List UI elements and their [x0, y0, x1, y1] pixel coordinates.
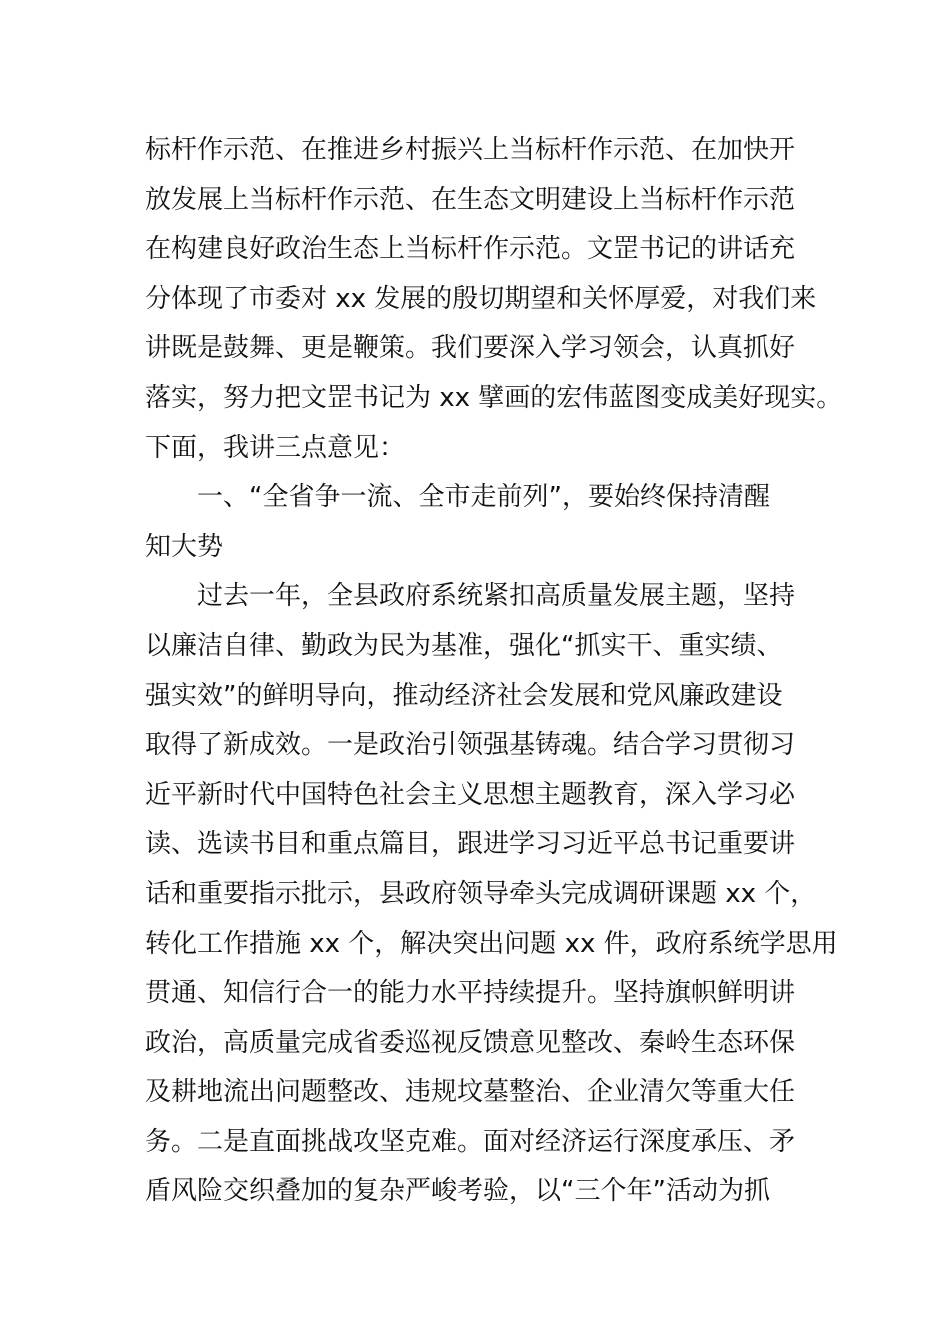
- text-line: 强实效”的鲜明导向，推动经济社会发展和党风廉政建设: [145, 680, 783, 711]
- section-heading-line: 一、“全省争一流、全市走前列”，要始终保持清醒: [197, 482, 770, 513]
- text-line: 务。二是直面挑战攻坚克难。面对经济运行深度承压、矛: [145, 1126, 796, 1157]
- text-line: 下面，我讲三点意见：: [145, 432, 406, 463]
- text-line: 标杆作示范、在推进乡村振兴上当标杆作示范、在加快开: [145, 135, 796, 165]
- text-line: 转化工作措施 xx 个，解决突出问题 xx 件，政府系统学思用: [145, 928, 838, 959]
- text-line: 过去一年，全县政府系统紧扣高质量发展主题，坚持: [197, 581, 796, 612]
- text-line: 落实，努力把文罡书记为 xx 擘画的宏伟蓝图变成美好现实。: [145, 382, 843, 413]
- text-line: 在构建良好政治生态上当标杆作示范。文罡书记的讲话充: [145, 234, 796, 265]
- text-line: 分体现了市委对 xx 发展的殷切期望和关怀厚爱，对我们来: [145, 283, 817, 314]
- text-line: 读、选读书目和重点篇目，跟进学习习近平总书记重要讲: [145, 829, 796, 860]
- text-line: 以廉洁自律、勤政为民为基准，强化“抓实干、重实绩、: [145, 630, 783, 661]
- text-line: 放发展上当标杆作示范、在生态文明建设上当标杆作示范: [145, 184, 796, 215]
- text-line: 及耕地流出问题整改、违规坟墓整治、企业清欠等重大任: [145, 1077, 796, 1108]
- text-line: 盾风险交织叠加的复杂严峻考验，以“三个年”活动为抓: [145, 1176, 770, 1207]
- text-line: 取得了新成效。一是政治引领强基铸魂。结合学习贯彻习: [145, 730, 796, 761]
- section-heading-line: 知大势: [145, 531, 224, 562]
- text-line: 讲既是鼓舞、更是鞭策。我们要深入学习领会，认真抓好: [145, 333, 796, 364]
- text-line: 近平新时代中国特色社会主义思想主题教育，深入学习必: [145, 779, 796, 810]
- text-line: 话和重要指示批示，县政府领导牵头完成调研课题 xx 个，: [145, 878, 817, 909]
- body-text: [145, 126, 843, 1217]
- text-line: 贯通、知信行合一的能力水平持续提升。坚持旗帜鲜明讲: [145, 978, 796, 1009]
- text-line: 政治，高质量完成省委巡视反馈意见整改、秦岭生态环保: [145, 1027, 796, 1058]
